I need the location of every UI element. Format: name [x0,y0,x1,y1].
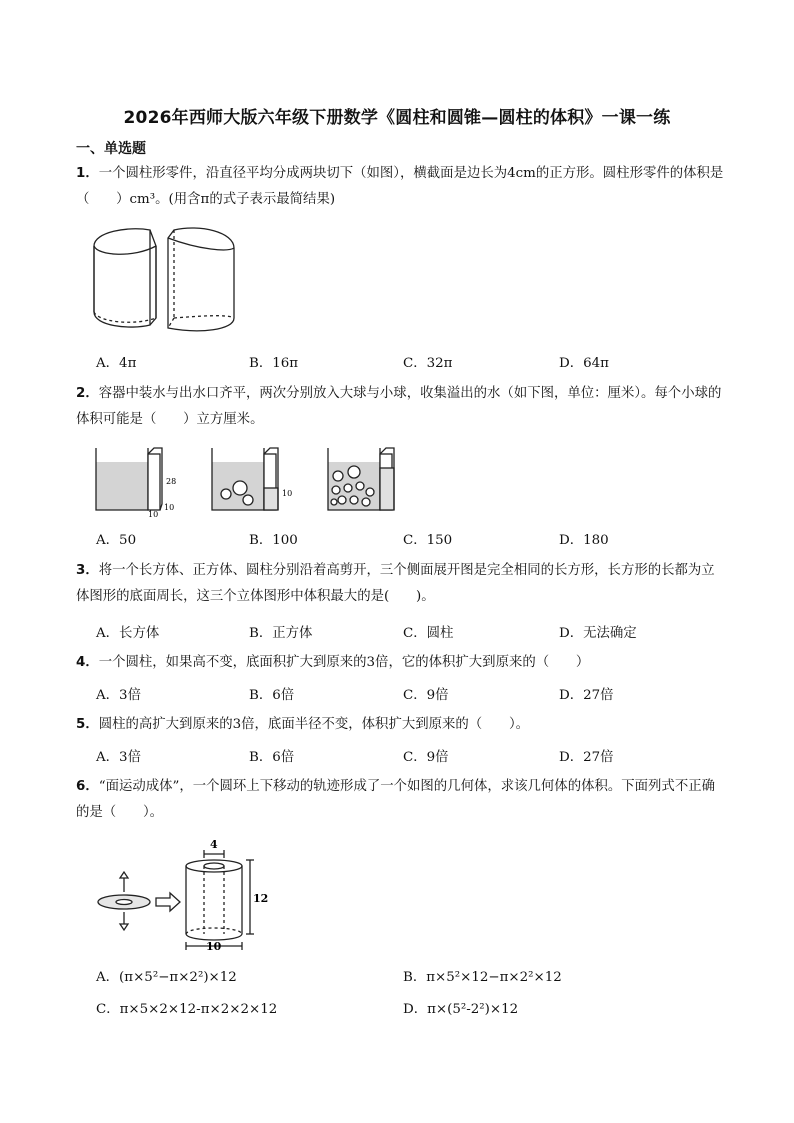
question-number: 3． [76,563,99,578]
option-a[interactable]: A．4π [96,356,137,371]
question-number: 6． [76,779,99,794]
option-d[interactable]: D．π×(5²-2²)×12 [403,1002,519,1017]
option-c[interactable]: C．32π [403,356,453,371]
question-text: 一个圆柱，如果高不变，底面积扩大到原来的3倍，它的体积扩大到原来的（ ） [98,655,590,670]
question-text: 容器中装水与出水口齐平，两次分别放入大球与小球，收集溢出的水（如下图，单位：厘米）。每个小球的体积可能是（ ）立方厘米。 [76,386,722,427]
option-d[interactable]: D．27倍 [559,688,614,703]
option-b[interactable]: B．6倍 [249,688,295,703]
label-10: 10 [206,940,222,953]
options-4 [96,684,736,706]
question-number: 1． [76,166,99,181]
question-text: 将一个长方体、正方体、圆柱分别沿着高剪开，三个侧面展开图是完全相同的长方形，长方形的长都为立体图形的底面周长，这三个立体图形中体积最大的是( )。 [76,563,715,604]
question-text: “面运动成体”，一个圆环上下移动的轨迹形成了一个如图的几何体，求该几何体的体积。下面列式不正确的是（ ）。 [76,779,715,820]
option-c[interactable]: C．圆柱 [403,626,454,641]
figure-ring-cylinder [96,836,276,956]
option-d[interactable]: D．180 [559,533,609,548]
label-28: 28 [166,477,177,486]
option-d[interactable]: D．64π [559,356,609,371]
option-d[interactable]: D．27倍 [559,750,614,765]
question-6 [76,774,726,826]
label-12: 12 [253,892,269,905]
question-3 [76,558,726,610]
label-10c: 10 [282,489,293,498]
options-6-row1 [96,966,736,988]
option-c[interactable]: C．9倍 [403,750,449,765]
question-5 [76,712,726,738]
option-a[interactable]: A．3倍 [96,688,141,703]
figure-containers [92,444,412,520]
option-b[interactable]: B．π×5²×12−π×2²×12 [403,970,562,985]
option-c[interactable]: C．π×5×2×12-π×2×2×12 [96,1002,278,1017]
section-heading: 一、单选题 [76,141,146,157]
options-1 [96,352,736,374]
option-b[interactable]: B．16π [249,356,299,371]
options-5 [96,746,736,768]
option-a[interactable]: A．(π×5²−π×2²)×12 [96,970,237,985]
label-4: 4 [210,838,218,851]
options-6-row2 [96,998,736,1020]
question-number: 2． [76,386,99,401]
option-b[interactable]: B．正方体 [249,626,313,641]
option-b[interactable]: B．100 [249,533,298,548]
page-title: 2026年西师大版六年级下册数学《圆柱和圆锥—圆柱的体积》一课一练 [123,108,671,128]
question-2 [76,381,726,433]
option-b[interactable]: B．6倍 [249,750,295,765]
options-3 [96,622,736,644]
option-d[interactable]: D．无法确定 [559,626,637,641]
label-10b: 10 [148,510,159,519]
option-a[interactable]: A．长方体 [96,626,160,641]
option-c[interactable]: C．150 [403,533,453,548]
option-a[interactable]: A．3倍 [96,750,141,765]
option-a[interactable]: A．50 [96,533,137,548]
question-text: 一个圆柱形零件，沿直径平均分成两块切下（如图），横截面是边长为4cm的正方形。圆柱形零件的体积是（ ）cm³。(用含π的式子表示最简结果) [76,166,724,207]
option-c[interactable]: C．9倍 [403,688,449,703]
options-2 [96,529,736,551]
label-10a: 10 [164,503,175,512]
question-text: 圆柱的高扩大到原来的3倍，底面半径不变，体积扩大到原来的（ ）。 [98,717,530,732]
question-4 [76,650,726,676]
question-number: 4． [76,655,99,670]
question-1 [76,161,726,213]
figure-cut-cylinder [90,222,240,342]
question-number: 5． [76,717,99,732]
